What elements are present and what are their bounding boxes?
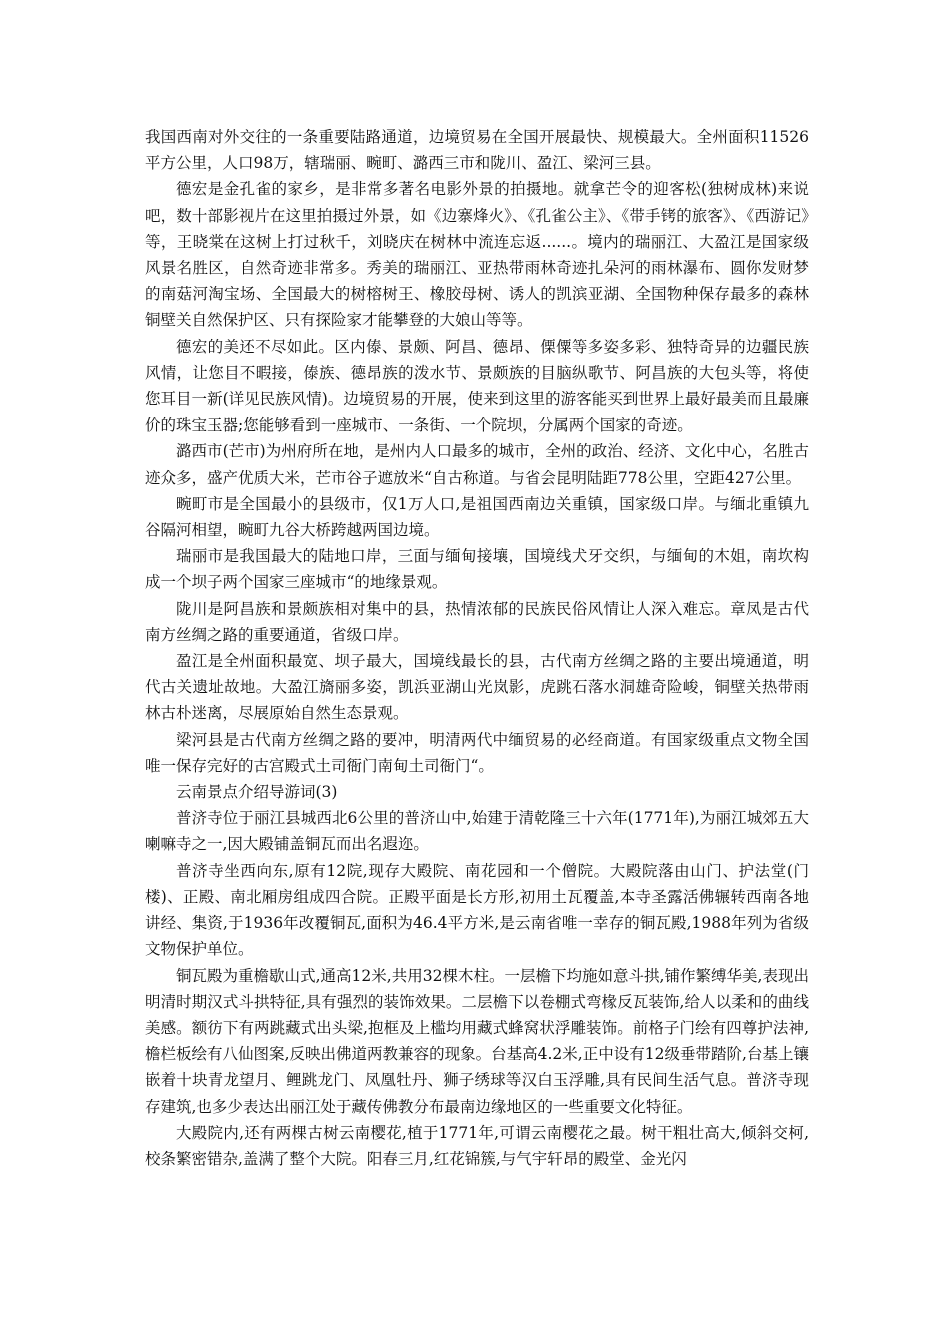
paragraph-puji-layout: 普济寺坐西向东,原有12院,现存大殿院、南花园和一个僧院。大殿院落由山门、护法堂(门楼)、正殿、南北厢房组成四合院。正殿平面是长方形,初用土瓦覆盖,本寺圣露活佛辗转西南各地讲经、集资,于1936年改覆铜瓦,面积为46.4平方米,是云南省唯一幸存的铜瓦殿,1988年列为省级文物保护单位。 (145, 861, 809, 959)
paragraph-dehong-culture: 德宏的美还不尽如此。区内傣、景颇、阿昌、德昂、傈僳等多姿多彩、独特奇异的边疆民族风情，让您目不暇接，傣族、德昂族的泼水节、景颇族的目脑纵歌节、阿昌族的大包头等，将使您耳目一新(详见民族风情)。边境贸易的开展，使来到这里的游客能买到世界上最好最美而且最廉价的珠宝玉器;您能够看到一座城市、一条街、一个院坝，分属两个国家的奇迹。 (145, 337, 809, 435)
paragraph-cherry-trees: 大殿院内,还有两棵古树云南樱花,植于1771年,可谓云南樱花之最。树干粗壮高大,倾斜交柯,校条繁密错杂,盖满了整个大院。阳春三月,红花锦簇,与气宇轩昂的殿堂、金光闪 (145, 1123, 809, 1168)
paragraph-yingjiang: 盈江是全州面积最宽、坝子最大，国境线最长的县，古代南方丝绸之路的主要出境通道，明代古关遗址故地。大盈江旖丽多姿，凯浜亚湖山光岚影，虎跳石落水洞雄奇险峻，铜壁关热带雨林古朴迷离，尽展原始自然生态景观。 (145, 652, 809, 723)
paragraph-longchuan: 陇川是阿昌族和景颇族相对集中的县，热情浓郁的民族民俗风情让人深入难忘。章凤是古代南方丝绸之路的重要通道，省级口岸。 (145, 599, 809, 644)
section-heading: 云南景点介绍导游词(3) (176, 783, 338, 802)
document-body (145, 124, 809, 1172)
paragraph-luxi: 潞西市(芒市)为州府所在地，是州内人口最多的城市，全州的政治、经济、文化中心，名胜古迹众多，盛产优质大米，芒市谷子遮放米“自古称道。与省会昆明陆距778公里，空距427公里。 (145, 442, 809, 487)
paragraph-copper-hall: 铜瓦殿为重檐歇山式,通高12米,共用32棵木柱。一层檐下均施如意斗拱,铺作繁缚华美,表现出明清时期汉式斗拱特征,具有强烈的装饰效果。二层檐下以卷棚式弯椽反瓦装饰,给人以柔和的曲线美感。额彷下有两跳藏式出头梁,抱框及上槛均用藏式蜂窝状浮雕装饰。前格子门绘有四尊护法神,檐栏板绘有八仙图案,反映出佛道两教兼容的现象。台基高4.2米,正中设有12级垂带踏阶,台基上镶嵌着十块青龙望月、鲤跳龙门、凤凰牡丹、狮子绣球等汉白玉浮雕,具有民间生活气息。普济寺现存建筑,也多少表达出丽江处于藏传佛教分布最南边缘地区的一些重要文化特征。 (145, 966, 809, 1116)
paragraph-ruili: 瑞丽市是我国最大的陆地口岸，三面与缅甸接壤，国境线犬牙交织，与缅甸的木姐，南坎构成一个坝子两个国家三座城市“的地缘景观。 (145, 547, 809, 592)
paragraph-puji-location: 普济寺位于丽江县城西北6公里的普济山中,始建于清乾隆三十六年(1771年),为丽江城郊五大喇嘛寺之一,因大殿铺盖铜瓦而出名遐迩。 (145, 809, 809, 854)
paragraph-intro: 我国西南对外交往的一条重要陆路通道，边境贸易在全国开展最快、规模最大。全州面积11526平方公里，人口98万，辖瑞丽、畹町、潞西三市和陇川、盈江、梁河三县。 (145, 128, 809, 173)
paragraph-lianghe: 梁河县是古代南方丝绸之路的要冲，明清两代中缅贸易的必经商道。有国家级重点文物全国唯一保存完好的古宫殿式土司衙门南甸土司衙门“。 (145, 730, 809, 775)
paragraph-dehong-scenery: 德宏是金孔雀的家乡，是非常多著名电影外景的拍摄地。就拿芒令的迎客松(独树成林)来说吧，数十部影视片在这里拍摄过外景，如《边寨烽火》、《孔雀公主》、《带手铐的旅客》、《西游记》等，王晓棠在这树上打过秋千，刘晓庆在树林中流连忘返......。境内的瑞丽江、大盈江是国家级风景名胜区，自然奇迹非常多。秀美的瑞丽江、亚热带雨林奇迹扎朵河的雨林瀑布、圆你发财梦的南菇河淘宝场、全国最大的树榕树王、橡胶母树、诱人的凯滨亚湖、全国物种保存最多的森林铜壁关自然保护区、只有探险家才能攀登的大娘山等等。 (145, 180, 809, 330)
paragraph-wanding: 畹町市是全国最小的县级市，仅1万人口,是祖国西南边关重镇，国家级口岸。与缅北重镇九谷隔河相望，畹町九谷大桥跨越两国边境。 (145, 494, 809, 540)
